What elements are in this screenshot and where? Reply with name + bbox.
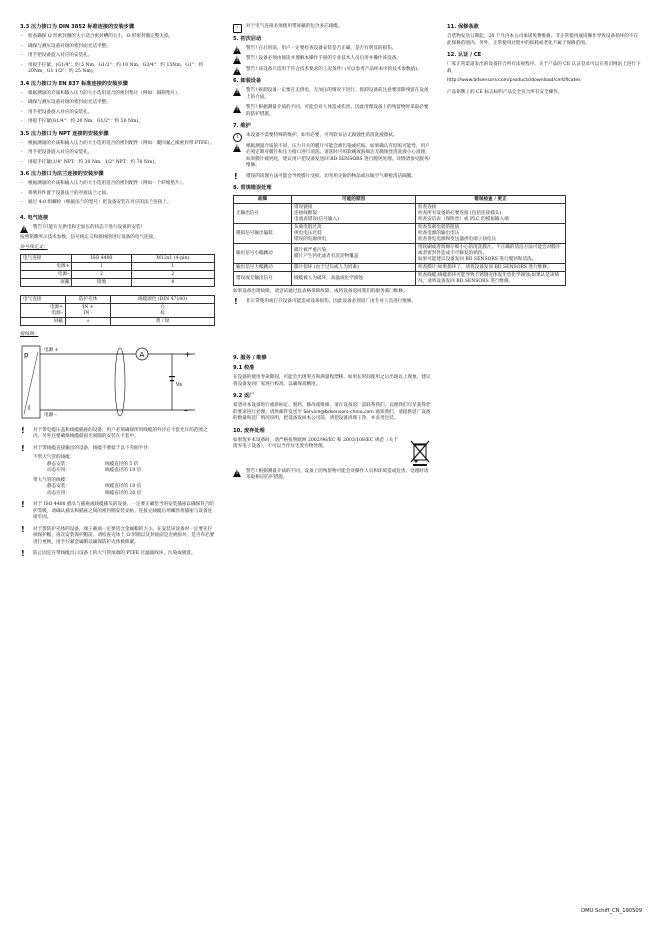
table-row: 电源+ 1 1 xyxy=(21,263,215,271)
exclamation-icon: ! xyxy=(21,425,25,435)
pin-table xyxy=(20,254,215,287)
info-icon: i xyxy=(233,133,242,142)
label-i: I xyxy=(28,403,31,412)
table-row: 电气连接 防护壳体 线缆颜色 (DIN 47100) xyxy=(21,296,215,304)
warning-note: ! 警告! 该设备只适用于符合技术要求的工况条件! (可以参考产品样本中的技术参数值)。 xyxy=(233,67,432,74)
table-row: 故障 可能的原因 错误检查 / 更正 xyxy=(234,196,566,204)
exclamation-icon: ! xyxy=(21,500,25,509)
warning-note: ! 警告! 根据测量介质的不同，可能会对人体造成伤害。因此清理设备上的残留物时采取必要的防护措施。 xyxy=(233,105,432,118)
table-row: 屏蔽 ⏚ 黄 / 绿 xyxy=(21,318,215,326)
table-row: 无输出信号 错误链接 连接线断裂 电流表错误(信号输入) 检查连接 检查所有设备的必要连接 (包括连接插头) 检查安培表（保险丝）或 PLC 的模拟输入端 xyxy=(234,204,566,224)
list-item: - 通过 4-8 组螺栓（根据法兰的型号）把设备安装在对应的法兰连接上。 xyxy=(20,200,215,207)
table-row: 错误或无输出信号 线缆被人为破坏，高温或化学腐蚀 检查线缆;线缆损坏可能导致不锈钢壳体发生电化学腐蚀;如果认是该情况，请将设备发回 BD SENSORS 进行维修。 xyxy=(234,272,566,286)
table-row: 动态应用： 线缆直径的 10 倍 xyxy=(47,468,142,473)
warning-icon xyxy=(233,105,241,113)
table-row: 静态安装： 线缆直径的 5 倍 xyxy=(47,461,139,467)
warning-note: ! 警告! 拆卸设备一定要在无供电，无加压的情况下进行。拆卸设备前注意要清除残留在设备上的介质。 xyxy=(233,88,432,101)
table-row: 动态应用： 线缆直径的 20 倍 xyxy=(47,490,142,496)
section-3-5-list xyxy=(20,141,215,167)
table-row: 输出信号小幅跳动 膜片被严重污染 膜片产生钙化或者有沉淀物覆盖 用软刷或者海绵仔细小心的清洗膜片。不正确的清洁方法可能会对膜片或者密封件造成不可修复的损伤。 如果可能建议设备发回 BD SENSORS 进行脱钙和清洗。 xyxy=(234,244,566,264)
section-6-title: 6. 卸装设备 xyxy=(233,78,262,84)
exclamation-icon: ! xyxy=(21,443,25,453)
section-9-2-title: 9.2 返厂 xyxy=(233,393,255,399)
section-11-title: 11. 保修条款 xyxy=(447,24,479,30)
paragraph: 如果设备出现故障，请尝试通过此表格排除故障，或将设备返回我们的服务部门维修。 xyxy=(233,289,408,294)
table-row: 输出信号大幅跳动 膜片损坏 (由于过压或人为因素) 检查膜片;如果损坏了，请将设备发回 BD SENSORS 进行维修。 xyxy=(234,264,566,272)
warning-icon xyxy=(233,56,241,64)
warning-icon xyxy=(20,225,28,233)
section-3-6-title: 3.6 压力接口为法兰连接的安装步骤 xyxy=(20,171,104,177)
warning-icon xyxy=(233,67,241,75)
table-row: 屏蔽 接地 4 xyxy=(21,279,215,287)
exclamation-icon: ! xyxy=(234,171,238,181)
list-item: - 根据测量的介质和输入压力的大小选用适合的密封垫片（例如：铜制垫片）。 xyxy=(20,91,215,98)
section-4-title: 4. 电气连接 xyxy=(20,214,49,221)
section-3-3-list xyxy=(20,34,215,76)
exclamation-icon: ! xyxy=(21,549,25,558)
list-item: - 用手把设备旋入对应的安装孔。 xyxy=(20,53,215,60)
list-item: - 用扳手拧紧。(G1/4"：约 5 Nm，G1/2"：约 10 Nm，G3/4"：约 15Nm，G1"：约 20Nm，G1 1/2"：约 25 Nm)。 xyxy=(20,63,215,76)
section-10-title: 10. 废弃处理 xyxy=(233,427,265,434)
paragraph: 按照铭牌所示技术参数，信号线定义和接线图进行设备的电气连接。 xyxy=(20,235,158,240)
table-row: 模拟信号输出偏低 负载电阻过高 供电电压过低 错误的电源供电 检查负载电阻的阻值 检查电源的输出电压 检查供电电源和变送器供电端子间电压 xyxy=(234,224,566,244)
note: ! 对于带防护壳体的设备，端子截面一定要适合金属帽的大小。在安装该设备时一定要先拧掉保护帽，再次安装保护帽前，请检查壳体上 O 形圈以及封接面是否被损坏，是否有必要进行更换。用手拧紧金属帽以确保防护壳体被锁紧。 xyxy=(21,524,215,545)
section-3-3-title: 3.3 压力接口为 DIN 3852 标准连接的安装步骤 xyxy=(20,24,135,30)
list-item: - 确保与测压设备对接的密封面光洁平整。 xyxy=(20,100,215,107)
section-3-4-title: 3.4 压力接口为 EN 837 标准连接的安装步骤 xyxy=(20,80,128,87)
column-1 xyxy=(20,24,215,563)
table-row: 电气连接 ISO 4400 M12x1 (4-pin) xyxy=(21,255,215,263)
shield-ellipse xyxy=(115,348,125,416)
wiring-caption: 接线图： xyxy=(20,332,39,337)
section-9-title: 9. 服务 / 维修 xyxy=(233,355,267,361)
list-item: - 检查确保 O 形密封圈的大小适合密封槽的大小，O 形密封圈完整无损。 xyxy=(20,34,215,41)
label-ammeter: A xyxy=(139,350,145,359)
note: ! 对于 ISO 4400 插头与插座或线缆插头的设备，一定要正确恰当的安装插座以确保符合防护等级。请确认插头和插座之间的密封圈安装妥帖。连接完线缆后用螺丝将插座与设备连接牢固。 xyxy=(21,500,214,520)
warning-note: ! 警告!只能在无供电和无加压的状态下进行设备的安装! xyxy=(20,225,215,232)
label-supply-minus: 电源 – xyxy=(44,412,57,418)
label-supply-plus: 电源 + xyxy=(44,347,59,353)
list-item: - 用扳手拧紧(G1/4"：约 20 Nm，G1/2"：约 50 Nm)。 xyxy=(20,119,215,126)
paragraph: 如果废弃本设备时，请严格按照欧洲 2002/96/EC 和 2003/108/EC 规范（关于废弃电子设备），不可以当作住宅废弃物处理。 xyxy=(233,437,398,449)
label-vs: Vs xyxy=(176,381,183,388)
paragraph: 在设备的使用寿命期间，可能会出现零点和满量程漂移。如果长时间使用之后出现以上现象，建议将设备发回厂家进行校准，以确保高精度。 xyxy=(233,375,431,387)
hand-pointer-icon: ☞ xyxy=(233,24,242,33)
paragraph: 厂家正常渠道发出的设备符合所有法规程序。关于产品的 CE 认证登录可以在我司网站上进行下载 xyxy=(447,62,641,74)
section-12-title: 12. 认证 / CE xyxy=(447,52,482,58)
list-item: - 确保与测压设备对接的密封面光洁平整。 xyxy=(20,44,215,51)
disposal-block xyxy=(233,438,432,466)
column-3 xyxy=(447,24,642,99)
table-row: 电源– 2 2 xyxy=(21,271,215,279)
note: ! 错误的清理方法可能会导致膜片受损。切勿用尖锐的物品或压缩空气喷枪清洁隔膜。 xyxy=(234,171,416,181)
warning-note: ! 警告! 在启用前，用户一定要检查设备安装是否正确，是否有明显的损伤。 xyxy=(233,46,432,53)
exclamation-icon: ! xyxy=(21,524,25,534)
cable-table xyxy=(20,295,215,326)
section-5-title: 5. 初次启动 xyxy=(233,35,262,42)
note: ! 防止固定在带线缆出口设备上的大气管尾端的 PTFE 过滤器线坏，污染或极落。 xyxy=(21,549,196,558)
warning-note: ! 根据测量介质的不同，压力开关的膜片可能会被污染或结垢。如果确认有结垢可能性，用户必须定期对膜片和压力接口进行清洗。请洗时可用软刷或海绵沾无腐蚀性清洗液小心清理。如果膜片被钙化，建议用户把设备发送回 BD SENSORS 进行脱钙处理。详情请参见服务/维修。 xyxy=(233,144,432,170)
label-p: p xyxy=(24,350,29,359)
section-8-title: 8. 常规错误处理 xyxy=(233,185,272,191)
warning-note: ! 警告! 设备必须由阅读并理解本操作手册的专业技术人员启用并操作该设备。 xyxy=(233,56,432,63)
section-3-6-list xyxy=(20,181,215,207)
note: ! 对于带线缆直接输出的设备，线缆不要低于以下弯曲半径： 不带大气管的线缆： 静态安装： 线缆直径的 5 倍 动态应用： 线缆直径的 10 倍 带大气管的线缆： 静态安装： 线缆直径的 10 倍 动态应用： 线缆直径的 20 倍 xyxy=(20,446,215,498)
note: ! 对于带电缆压盖和线缆插座的设备，用户必须确保所用线缆的外径在卡套允许的范围之内。另外还要确保线缆稳固无间隙的安装在卡套中。 xyxy=(21,425,208,439)
label-minus: – xyxy=(184,405,188,415)
section-9-1-title: 9.1 校准 xyxy=(233,365,255,371)
paragraph: 自装物发送日期起，24 个月内本公司承诺免费维修。非正常使用或因操作导致设备损坏的不在此保修范围内。另外，正常使用过程中的损耗或老化不属于保修范围。 xyxy=(447,34,639,46)
fault-table xyxy=(233,195,566,286)
note: ! 非正常使用或打开设备可能造成设备损伤，因此设备必须返厂由专业人员进行维修。 xyxy=(234,296,416,306)
pin-caption: 信号线定义： xyxy=(20,244,48,250)
label-plus: + xyxy=(184,349,191,359)
intro-note: ☞ 对于电气连接必须使用带屏蔽的包含多芯线缆。 xyxy=(233,24,432,31)
section-3-5-title: 3.5 压力接口为 NPT 连接的安装步骤 xyxy=(20,130,109,137)
warning-icon xyxy=(233,144,241,152)
info-note: i 本设备不需要特殊的维护。如有必要，可用软布沾无腐蚀性的清洗液擦拭。 xyxy=(233,133,432,140)
paragraph: 产品铭牌上的 CE 标志标明产品完全符合所有安全操作。 xyxy=(447,89,563,95)
list-item: - 用手把设备旋入对应的安装孔。 xyxy=(20,150,215,157)
certificates-link[interactable]: http://www.bdsensors.com/products/download/certificates xyxy=(447,78,581,83)
warning-icon xyxy=(233,469,241,477)
list-item: - 用扳手拧紧(1/4" NPT：约 30 Nm，1/2" NPT：约 70 Nm)。 xyxy=(20,160,215,167)
section-3-4-list xyxy=(20,91,215,126)
list-item: - 根据测量的介质和输入压力的大小选用适合的密封配件（例如：聚四氟乙烯密封带 PTFE）。 xyxy=(20,141,215,148)
wiring-diagram xyxy=(20,342,215,424)
service-email-link[interactable]: Service@bdsensors-china.com xyxy=(303,409,374,415)
footer-doc-id: DMU Schiff_CN_190509 xyxy=(581,907,642,914)
wheelie-bin-crossed-icon xyxy=(408,438,432,466)
table-row: 电源+ 电源– IN + IN - 白 棕 xyxy=(21,304,215,318)
warning-icon xyxy=(233,46,241,54)
list-item: - 根据测量的介质和输入压力的大小选用适合的密封配件（例如一个纤维垫片）。 xyxy=(20,181,215,188)
list-item: - 将密封件置于设备法兰的对接法兰之间。 xyxy=(20,191,215,198)
warning-note: ! 警告! 根据测量介质的不同，设备上的残留物可能会对操作人员和环境造成危害。处理时请采取相应防护措施。 xyxy=(233,469,432,482)
section-7-title: 7. 维护 xyxy=(233,123,251,129)
list-item: - 用手把设备旋入对应的安装孔。 xyxy=(20,110,215,117)
table-row: 静态安装： 线缆直径的 10 倍 xyxy=(47,484,142,489)
warning-icon xyxy=(233,88,241,96)
paragraph: 希望对本设备进行重新标定、脱钙、修改或维修，请在设备返厂前联系我们，以便我们尽早获得您的要求进行处理。请将邮件发送至 Service@bdsensors-china.com 通知我们，请提供返厂设备的数量和返厂情况说明，把设备发回本公司前，请把设备清理干净，并妥善包装。 xyxy=(233,403,431,421)
exclamation-icon: ! xyxy=(234,296,238,306)
